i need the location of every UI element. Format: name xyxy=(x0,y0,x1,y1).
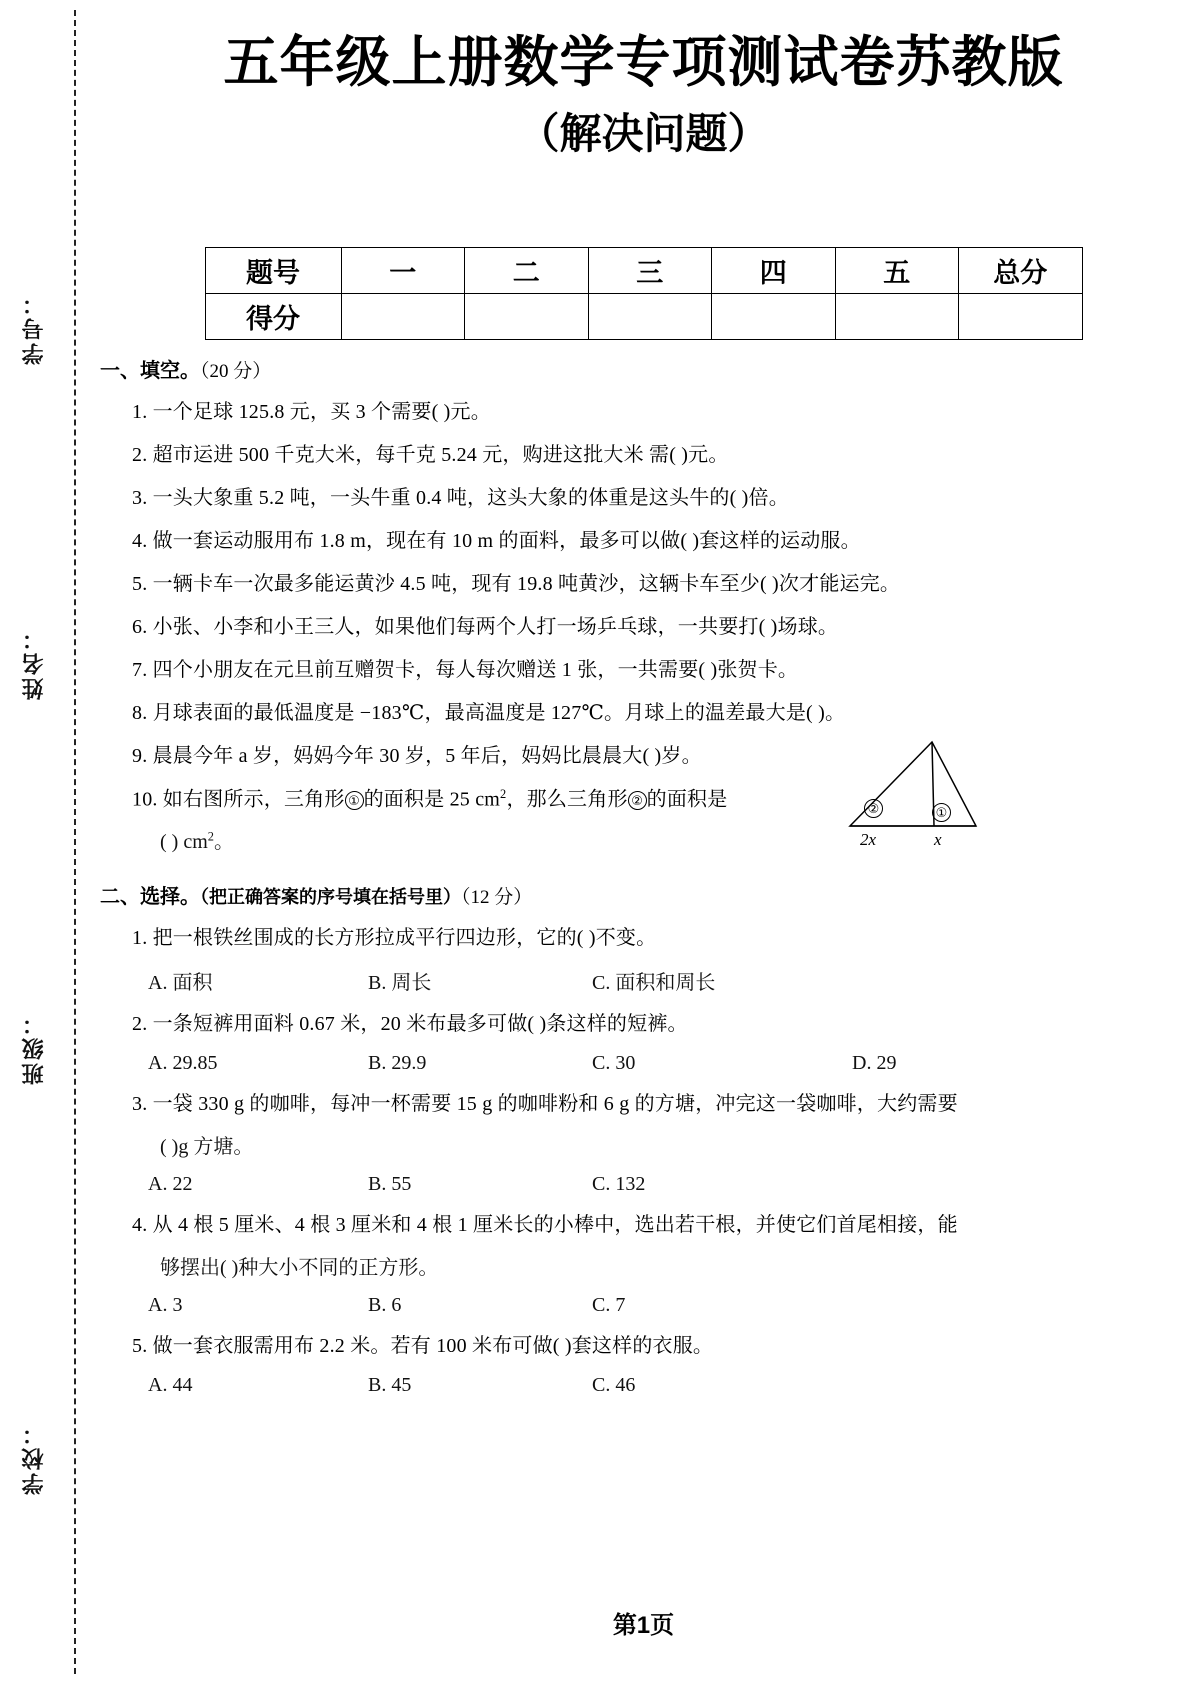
options-choice-5 xyxy=(148,1374,1191,1397)
option-3-a[interactable]: A. 22 xyxy=(148,1173,193,1196)
triangle-label-one: ① xyxy=(932,802,951,822)
page-number: 第1页 xyxy=(612,1612,675,1639)
options-choice-4 xyxy=(148,1294,1191,1317)
table-row-question-numbers xyxy=(205,247,1082,293)
page-subtitle: （解决问题） xyxy=(517,109,770,157)
triangle-label-two: ② xyxy=(864,798,883,818)
question-10-period: 。 xyxy=(213,831,234,854)
question-choice-1[interactable]: 1. 把一根铁丝围成的长方形拉成平行四边形，它的( )不变。 xyxy=(132,927,657,950)
binding-label-school: 学校： xyxy=(21,1420,46,1495)
score-table xyxy=(205,247,1083,340)
question-10-part-a: 10. 如右图所示，三角形 xyxy=(132,788,345,811)
binding-label-name: 姓名： xyxy=(21,625,46,700)
binding-dashed-line xyxy=(74,10,76,1674)
score-cell-1[interactable] xyxy=(341,293,465,339)
circled-two-icon: ② xyxy=(628,791,647,810)
option-2-a[interactable]: A. 29.85 xyxy=(148,1052,218,1075)
question-fill-6[interactable]: 6. 小张、小李和小王三人，如果他们每两个人打一场乒乓球，一共要打( )场球。 xyxy=(132,615,839,638)
binding-label-student-id: 学号： xyxy=(21,290,46,365)
page-title-block xyxy=(96,0,1191,165)
question-10-superscript-1: 2 xyxy=(500,786,507,801)
score-cell-total[interactable] xyxy=(959,293,1083,339)
options-choice-2 xyxy=(148,1052,1191,1075)
binding-label-class: 班级： xyxy=(21,1010,46,1085)
triangle-figure xyxy=(836,726,986,854)
options-choice-1 xyxy=(148,966,1191,995)
triangle-base-label-left: 2x xyxy=(860,830,877,849)
score-table-col-3: 三 xyxy=(588,247,712,293)
score-table-col-2: 二 xyxy=(465,247,589,293)
question-choice-4-continuation[interactable]: 够摆出( )种大小不同的正方形。 xyxy=(160,1257,439,1280)
circled-one-icon: ① xyxy=(345,791,364,810)
question-fill-10-continuation[interactable] xyxy=(160,825,1191,854)
option-4-b[interactable]: B. 6 xyxy=(368,1294,402,1317)
option-3-c[interactable]: C. 132 xyxy=(592,1173,646,1196)
score-cell-4[interactable] xyxy=(712,293,836,339)
triangle-diagram-svg xyxy=(836,726,986,854)
score-table-col-4: 四 xyxy=(712,247,836,293)
question-10-part-c: ，那么三角形 xyxy=(506,788,628,811)
option-2-c[interactable]: C. 30 xyxy=(592,1052,636,1075)
score-table-col-total: 总分 xyxy=(959,247,1083,293)
question-10-answer-blank[interactable]: ( ) cm xyxy=(160,831,208,854)
score-table-col-1: 一 xyxy=(341,247,465,293)
option-1-b[interactable]: B. 周长 xyxy=(368,972,432,995)
section-heading-multiple-choice xyxy=(100,880,1191,909)
score-cell-3[interactable] xyxy=(588,293,712,339)
score-table-col-5: 五 xyxy=(835,247,959,293)
exam-page xyxy=(96,0,1191,1684)
question-fill-4[interactable]: 4. 做一套运动服用布 1.8 m，现在有 10 m 的面料，最多可以做( )套这样的运动服。 xyxy=(132,529,861,552)
question-fill-10[interactable] xyxy=(132,786,1191,814)
question-fill-1[interactable]: 1. 一个足球 125.8 元，买 3 个需要( )元。 xyxy=(132,400,491,423)
option-4-c[interactable]: C. 7 xyxy=(592,1294,626,1317)
binding-strip xyxy=(0,0,96,1684)
section-1-name: 填空。 xyxy=(140,359,200,382)
question-fill-2[interactable]: 2. 超市运进 500 千克大米，每千克 5.24 元，购进这批大米 需( )元。 xyxy=(132,443,729,466)
question-fill-9[interactable]: 9. 晨晨今年 a 岁，妈妈今年 30 岁，5 年后，妈妈比晨晨大( )岁。 xyxy=(132,744,702,767)
question-10-superscript-2: 2 xyxy=(207,829,214,844)
question-fill-8[interactable]: 8. 月球表面的最低温度是 −183℃，最高温度是 127℃。月球上的温差最大是( )。 xyxy=(132,701,846,724)
section-2-hint: （把正确答案的序号填在括号里） xyxy=(200,887,461,908)
option-5-b[interactable]: B. 45 xyxy=(368,1374,412,1397)
question-choice-5[interactable]: 5. 做一套衣服需用布 2.2 米。若有 100 米布可做( )套这样的衣服。 xyxy=(132,1335,714,1358)
option-2-b[interactable]: B. 29.9 xyxy=(368,1052,427,1075)
option-1-c[interactable]: C. 面积和周长 xyxy=(592,972,716,995)
section-2-number: 二、 xyxy=(100,886,140,909)
section-2-points: （12 分） xyxy=(461,887,533,909)
option-2-d[interactable]: D. 29 xyxy=(852,1052,897,1075)
score-table-label-score: 得分 xyxy=(205,293,341,339)
question-fill-5[interactable]: 5. 一辆卡车一次最多能运黄沙 4.5 吨，现有 19.8 吨黄沙，这辆卡车至少( )次才能运完。 xyxy=(132,572,901,595)
question-choice-3-continuation[interactable]: ( )g 方塘。 xyxy=(160,1136,254,1159)
question-10-part-d: 的面积是 xyxy=(646,788,728,811)
score-cell-5[interactable] xyxy=(835,293,959,339)
question-fill-3[interactable]: 3. 一头大象重 5.2 吨，一头牛重 0.4 吨，这头大象的体重是这头牛的( )倍。 xyxy=(132,486,789,509)
page-footer xyxy=(96,1605,1191,1640)
option-5-a[interactable]: A. 44 xyxy=(148,1374,193,1397)
question-choice-3[interactable]: 3. 一袋 330 g 的咖啡，每冲一杯需要 15 g 的咖啡粉和 6 g 的方塘，冲完这一袋咖啡，大约需要 xyxy=(132,1093,958,1116)
section-heading-fill-blank xyxy=(100,354,1191,383)
score-cell-2[interactable] xyxy=(465,293,589,339)
option-5-c[interactable]: C. 46 xyxy=(592,1374,636,1397)
option-3-b[interactable]: B. 55 xyxy=(368,1173,412,1196)
option-1-a[interactable]: A. 面积 xyxy=(148,972,213,995)
section-1-number: 一、 xyxy=(100,359,140,382)
score-table-wrap xyxy=(205,247,1083,340)
triangle-base-label-right: x xyxy=(934,830,942,849)
question-fill-7[interactable]: 7. 四个小朋友在元旦前互赠贺卡，每人每次赠送 1 张，一共需要( )张贺卡。 xyxy=(132,658,799,681)
page-title: 五年级上册数学专项测试卷苏教版 xyxy=(223,31,1064,93)
score-table-label-question: 题号 xyxy=(205,247,341,293)
question-choice-4[interactable]: 4. 从 4 根 5 厘米、4 根 3 厘米和 4 根 1 厘米长的小棒中，选出若干根，并使它们首尾相接，能 xyxy=(132,1214,958,1237)
section-1-points: （20 分） xyxy=(200,360,272,382)
table-row-scores xyxy=(205,293,1082,339)
options-choice-3 xyxy=(148,1173,1191,1196)
section-2-name: 选择。 xyxy=(140,886,200,909)
option-4-a[interactable]: A. 3 xyxy=(148,1294,183,1317)
question-10-part-b: 的面积是 25 cm xyxy=(363,788,501,811)
question-choice-2[interactable]: 2. 一条短裤用面料 0.67 米，20 米布最多可做( )条这样的短裤。 xyxy=(132,1013,688,1036)
